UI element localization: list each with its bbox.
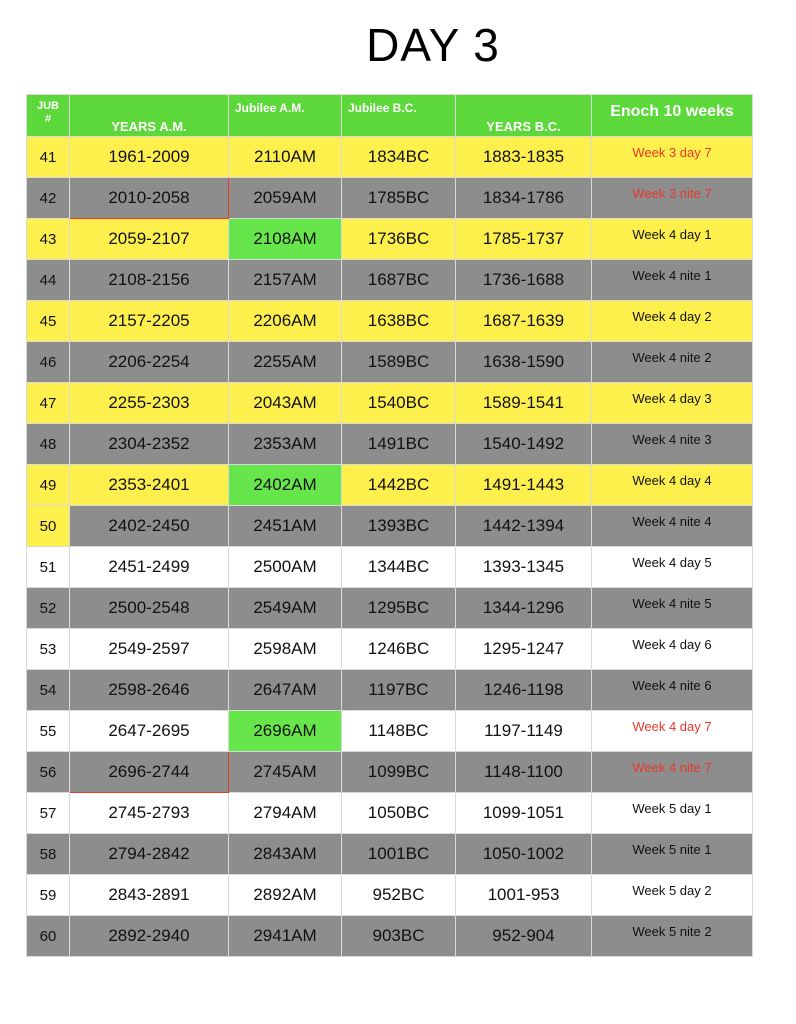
cell-years-bc: 1001-953 xyxy=(456,875,592,916)
table-row xyxy=(27,834,753,875)
header-jubilee-am: Jubilee A.M. xyxy=(229,95,342,137)
cell-jub: 52 xyxy=(27,588,70,629)
cell-jubilee-am: 2745AM xyxy=(229,752,342,793)
cell-jub: 57 xyxy=(27,793,70,834)
cell-jubilee-am: 2353AM xyxy=(229,424,342,465)
table-row xyxy=(27,793,753,834)
cell-years-am: 2304-2352 xyxy=(70,424,229,465)
table-row xyxy=(27,260,753,301)
cell-years-bc: 1687-1639 xyxy=(456,301,592,342)
cell-years-am: 1961-2009 xyxy=(70,137,229,178)
cell-enoch: Week 4 nite 5 xyxy=(592,588,753,629)
cell-enoch: Week 5 nite 2 xyxy=(592,916,753,957)
table-row xyxy=(27,219,753,260)
cell-years-am: 2892-2940 xyxy=(70,916,229,957)
cell-enoch: Week 4 day 7 xyxy=(592,711,753,752)
cell-enoch: Week 5 day 2 xyxy=(592,875,753,916)
table-row xyxy=(27,506,753,547)
cell-years-am: 2794-2842 xyxy=(70,834,229,875)
table-row xyxy=(27,752,753,793)
cell-jubilee-am: 2892AM xyxy=(229,875,342,916)
cell-enoch: Week 4 day 4 xyxy=(592,465,753,506)
header-jub: JUB # xyxy=(27,95,70,137)
header-jubilee-bc: Jubilee B.C. xyxy=(342,95,456,137)
cell-enoch: Week 5 day 1 xyxy=(592,793,753,834)
cell-jubilee-bc: 903BC xyxy=(342,916,456,957)
cell-jubilee-bc: 1001BC xyxy=(342,834,456,875)
cell-enoch: Week 3 nite 7 xyxy=(592,178,753,219)
cell-jub: 51 xyxy=(27,547,70,588)
cell-jubilee-bc: 1393BC xyxy=(342,506,456,547)
cell-enoch: Week 4 nite 3 xyxy=(592,424,753,465)
cell-enoch: Week 4 day 1 xyxy=(592,219,753,260)
cell-years-bc: 1883-1835 xyxy=(456,137,592,178)
cell-jub: 53 xyxy=(27,629,70,670)
table-row xyxy=(27,383,753,424)
cell-jub: 55 xyxy=(27,711,70,752)
cell-years-bc: 1197-1149 xyxy=(456,711,592,752)
cell-years-bc: 1050-1002 xyxy=(456,834,592,875)
cell-jub: 56 xyxy=(27,752,70,793)
cell-jubilee-am: 2255AM xyxy=(229,342,342,383)
cell-jubilee-bc: 1344BC xyxy=(342,547,456,588)
cell-jubilee-am: 2794AM xyxy=(229,793,342,834)
cell-enoch: Week 4 nite 2 xyxy=(592,342,753,383)
cell-years-am: 2402-2450 xyxy=(70,506,229,547)
cell-jubilee-bc: 1295BC xyxy=(342,588,456,629)
cell-jubilee-bc: 1491BC xyxy=(342,424,456,465)
table-row xyxy=(27,178,753,219)
cell-years-bc: 1148-1100 xyxy=(456,752,592,793)
table-row xyxy=(27,342,753,383)
cell-jubilee-am: 2402AM xyxy=(229,465,342,506)
cell-jubilee-am: 2451AM xyxy=(229,506,342,547)
cell-jubilee-bc: 1736BC xyxy=(342,219,456,260)
cell-enoch: Week 4 day 2 xyxy=(592,301,753,342)
cell-years-bc: 1491-1443 xyxy=(456,465,592,506)
cell-years-am: 2059-2107 xyxy=(70,219,229,260)
cell-jubilee-bc: 1442BC xyxy=(342,465,456,506)
cell-jub: 50 xyxy=(27,506,70,547)
cell-jubilee-am: 2598AM xyxy=(229,629,342,670)
table-row xyxy=(27,588,753,629)
cell-jub: 46 xyxy=(27,342,70,383)
cell-years-am: 2500-2548 xyxy=(70,588,229,629)
cell-years-am: 2108-2156 xyxy=(70,260,229,301)
cell-years-am: 2206-2254 xyxy=(70,342,229,383)
cell-jubilee-bc: 1197BC xyxy=(342,670,456,711)
cell-enoch: Week 3 day 7 xyxy=(592,137,753,178)
cell-years-bc: 1344-1296 xyxy=(456,588,592,629)
cell-jubilee-am: 2696AM xyxy=(229,711,342,752)
jubilee-table xyxy=(26,94,753,957)
cell-jub: 41 xyxy=(27,137,70,178)
cell-enoch: Week 4 day 3 xyxy=(592,383,753,424)
table-row xyxy=(27,137,753,178)
cell-years-bc: 1736-1688 xyxy=(456,260,592,301)
cell-years-am: 2010-2058 xyxy=(70,178,229,219)
table-body xyxy=(27,137,753,957)
cell-jubilee-bc: 1834BC xyxy=(342,137,456,178)
cell-years-bc: 1295-1247 xyxy=(456,629,592,670)
cell-years-bc: 1099-1051 xyxy=(456,793,592,834)
cell-jub: 48 xyxy=(27,424,70,465)
page-title: DAY 3 xyxy=(366,19,500,71)
header-years-am: YEARS A.M. xyxy=(70,95,229,137)
cell-jubilee-bc: 1148BC xyxy=(342,711,456,752)
table-row xyxy=(27,670,753,711)
cell-years-bc: 1540-1492 xyxy=(456,424,592,465)
cell-jubilee-bc: 1099BC xyxy=(342,752,456,793)
cell-jubilee-am: 2043AM xyxy=(229,383,342,424)
cell-enoch: Week 4 nite 1 xyxy=(592,260,753,301)
table-header-row xyxy=(27,95,753,137)
cell-enoch: Week 4 day 6 xyxy=(592,629,753,670)
cell-years-bc: 1246-1198 xyxy=(456,670,592,711)
cell-years-bc: 952-904 xyxy=(456,916,592,957)
cell-jubilee-am: 2110AM xyxy=(229,137,342,178)
cell-years-am: 2647-2695 xyxy=(70,711,229,752)
cell-years-bc: 1834-1786 xyxy=(456,178,592,219)
cell-jub: 42 xyxy=(27,178,70,219)
header-enoch: Enoch 10 weeks xyxy=(592,95,753,137)
cell-jubilee-am: 2059AM xyxy=(229,178,342,219)
cell-years-am: 2598-2646 xyxy=(70,670,229,711)
cell-jub: 58 xyxy=(27,834,70,875)
cell-jub: 49 xyxy=(27,465,70,506)
cell-jubilee-bc: 1050BC xyxy=(342,793,456,834)
cell-years-am: 2549-2597 xyxy=(70,629,229,670)
cell-enoch: Week 4 day 5 xyxy=(592,547,753,588)
cell-enoch: Week 4 nite 7 xyxy=(592,752,753,793)
cell-jubilee-am: 2647AM xyxy=(229,670,342,711)
cell-jubilee-am: 2500AM xyxy=(229,547,342,588)
cell-jub: 54 xyxy=(27,670,70,711)
cell-jubilee-bc: 1246BC xyxy=(342,629,456,670)
cell-jub: 60 xyxy=(27,916,70,957)
cell-years-am: 2745-2793 xyxy=(70,793,229,834)
cell-jubilee-am: 2843AM xyxy=(229,834,342,875)
cell-years-am: 2696-2744 xyxy=(70,752,229,793)
cell-years-bc: 1589-1541 xyxy=(456,383,592,424)
cell-jub: 44 xyxy=(27,260,70,301)
cell-jub: 59 xyxy=(27,875,70,916)
cell-enoch: Week 4 nite 6 xyxy=(592,670,753,711)
table-row xyxy=(27,465,753,506)
cell-jubilee-am: 2206AM xyxy=(229,301,342,342)
cell-jubilee-bc: 1540BC xyxy=(342,383,456,424)
cell-years-am: 2255-2303 xyxy=(70,383,229,424)
cell-jubilee-am: 2941AM xyxy=(229,916,342,957)
cell-years-am: 2843-2891 xyxy=(70,875,229,916)
cell-years-bc: 1442-1394 xyxy=(456,506,592,547)
cell-jubilee-am: 2108AM xyxy=(229,219,342,260)
table-row xyxy=(27,424,753,465)
cell-jubilee-bc: 1589BC xyxy=(342,342,456,383)
cell-jub: 43 xyxy=(27,219,70,260)
table-row xyxy=(27,547,753,588)
cell-jubilee-am: 2549AM xyxy=(229,588,342,629)
table-row xyxy=(27,916,753,957)
cell-jubilee-am: 2157AM xyxy=(229,260,342,301)
cell-jub: 47 xyxy=(27,383,70,424)
cell-years-am: 2353-2401 xyxy=(70,465,229,506)
cell-years-am: 2451-2499 xyxy=(70,547,229,588)
cell-enoch: Week 5 nite 1 xyxy=(592,834,753,875)
cell-enoch: Week 4 nite 4 xyxy=(592,506,753,547)
table-row xyxy=(27,711,753,752)
cell-years-bc: 1638-1590 xyxy=(456,342,592,383)
table-row xyxy=(27,301,753,342)
table-row xyxy=(27,629,753,670)
cell-jub: 45 xyxy=(27,301,70,342)
cell-jubilee-bc: 1687BC xyxy=(342,260,456,301)
cell-jubilee-bc: 1638BC xyxy=(342,301,456,342)
cell-jubilee-bc: 1785BC xyxy=(342,178,456,219)
header-years-bc: YEARS B.C. xyxy=(456,95,592,137)
cell-jubilee-bc: 952BC xyxy=(342,875,456,916)
table-row xyxy=(27,875,753,916)
cell-years-bc: 1393-1345 xyxy=(456,547,592,588)
cell-years-bc: 1785-1737 xyxy=(456,219,592,260)
cell-years-am: 2157-2205 xyxy=(70,301,229,342)
